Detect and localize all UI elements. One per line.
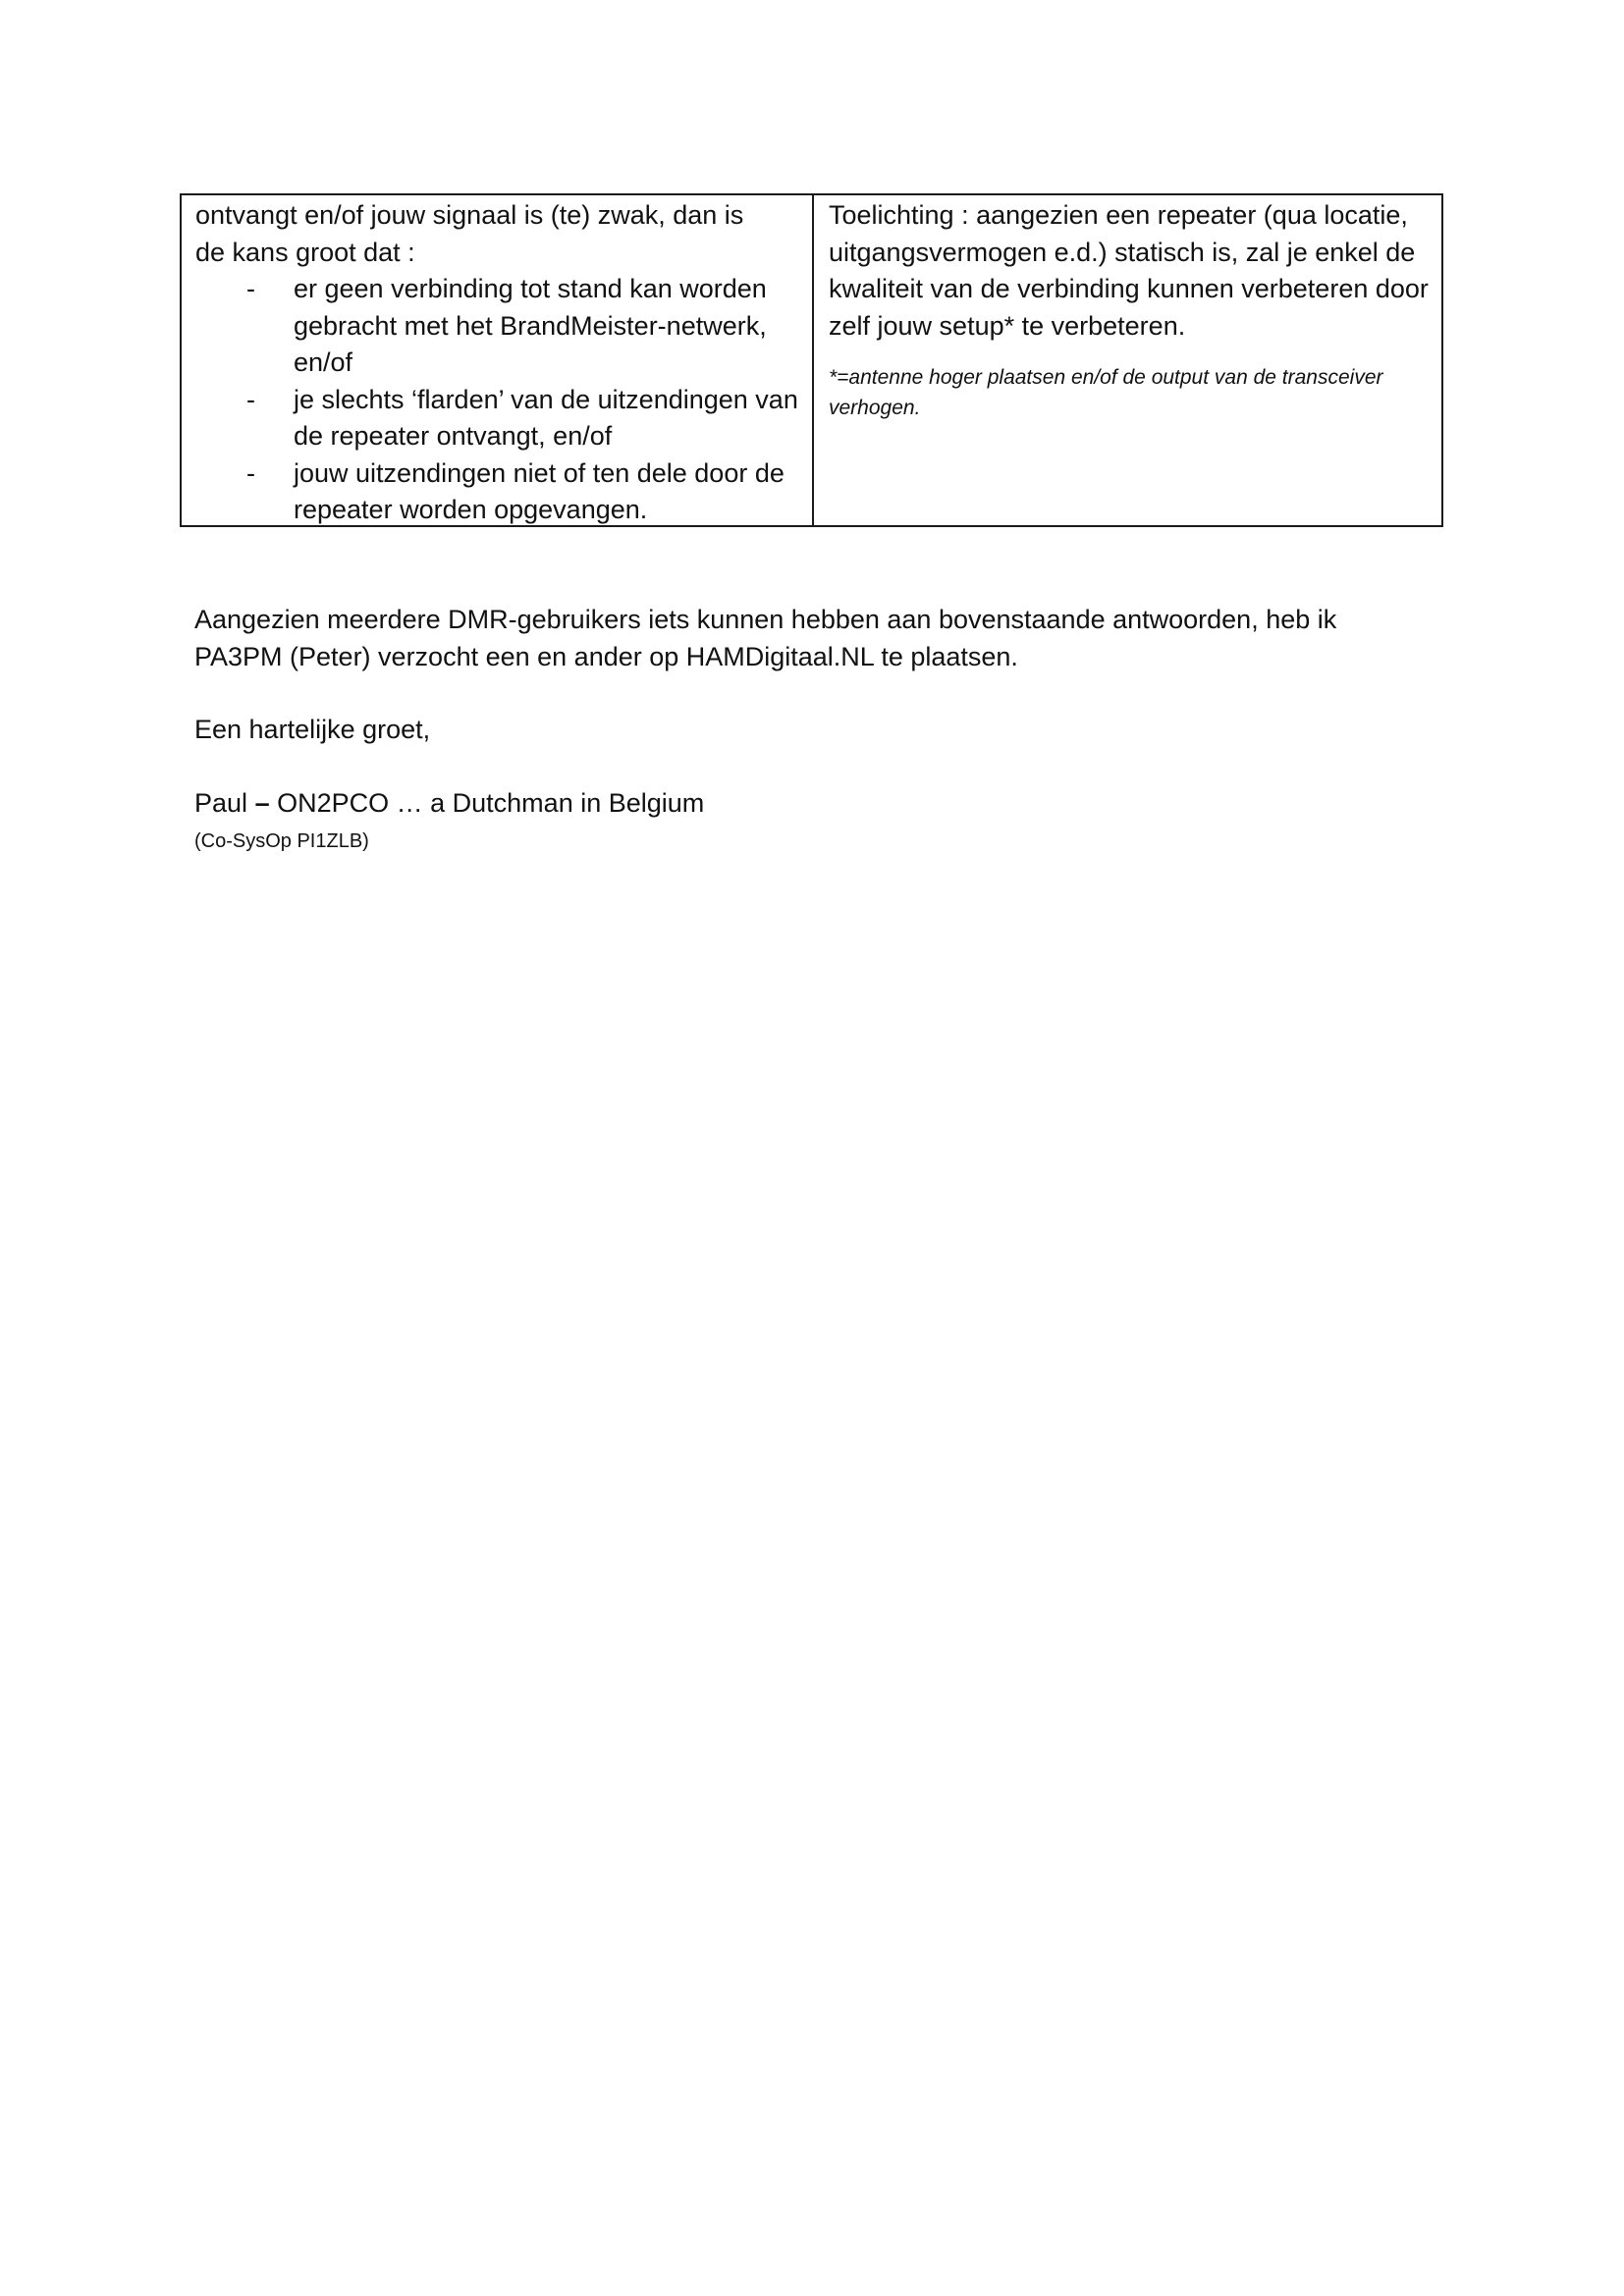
bullet-text: jouw uitzendingen niet of ten dele door de repeater worden opgevangen. — [294, 457, 785, 524]
bullet-text: je slechts ‘flarden’ van de uitzendingen van de repeater ontvangt, en/of — [294, 384, 798, 451]
signature-dash: – — [254, 788, 270, 818]
footnote-text: *=antenne hoger plaatsen en/of de output van de transceiver verhogen. — [829, 366, 1383, 419]
intro-paragraph: Aangezien meerdere DMR-gebruikers iets kunnen hebben aan bovenstaande antwoorden, heb ik PA3PM (Peter) verzocht een en ander op HAMDigitaal.NL te plaatsen. — [194, 605, 1337, 671]
greeting-paragraph: Een hartelijke groet, — [194, 715, 431, 744]
list-item — [195, 382, 802, 455]
bullet-dash: - — [246, 384, 255, 414]
list-item — [195, 455, 802, 529]
table-cell-left — [182, 195, 814, 525]
intro-line-2: de kans groot dat : — [195, 237, 415, 267]
info-table — [180, 193, 1443, 527]
bullet-dash: - — [246, 457, 255, 488]
bullet-text: er geen verbinding tot stand kan worden gebracht met het BrandMeister-netwerk, en/of — [294, 274, 767, 377]
bullet-list — [195, 271, 802, 529]
list-item — [195, 271, 802, 382]
bullet-dash: - — [246, 274, 255, 303]
signature-name: Paul — [194, 788, 248, 818]
intro-line-1: ontvangt en/of jouw signaal is (te) zwak, dan is — [195, 200, 744, 230]
signature-callsign: ON2PCO … a Dutchman in Belgium — [277, 788, 705, 818]
signature-line — [194, 785, 1432, 823]
explanation-text: Toelichting : aangezien een repeater (qua locatie, uitgangsvermogen e.d.) statisch is, zal je enkel de kwaliteit van de verbinding kunnen verbeteren door zelf jouw setup* te verbeteren. — [829, 200, 1429, 341]
table-cell-right — [814, 195, 1441, 525]
signature-role: (Co-SysOp PI1ZLB) — [194, 830, 369, 852]
